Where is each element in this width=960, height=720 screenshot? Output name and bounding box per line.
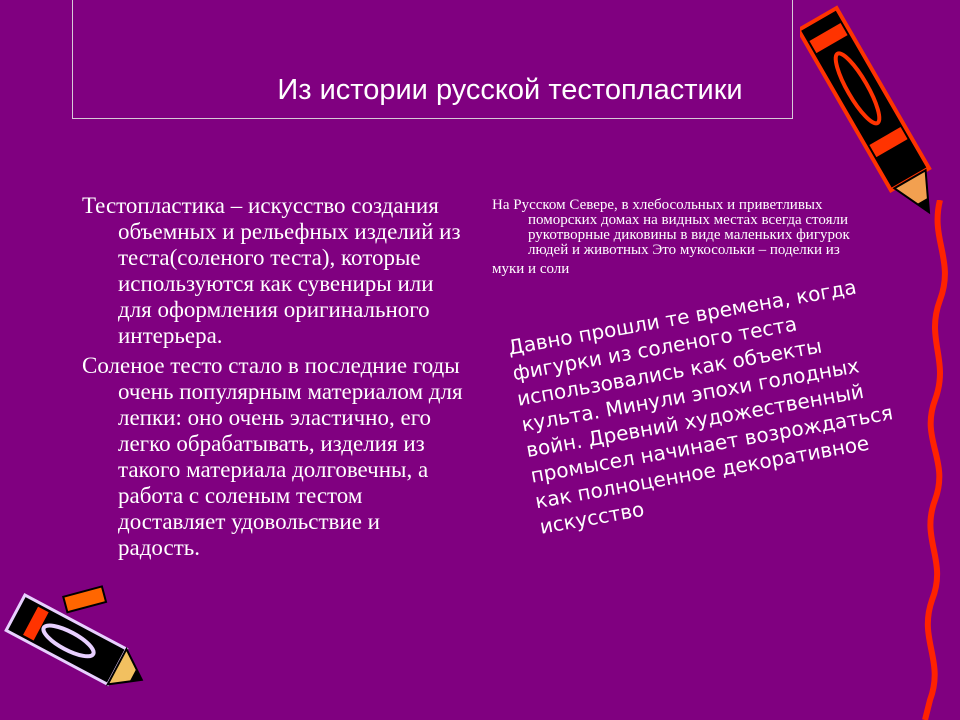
rotated-text: Давно прошли те времена, когда фигурки из соленого теста использовались как объекты культа. Минули эпохи голодных войн. Древний художественный промысел начинает возрождаться как полноценное декоративное искусство [506,274,895,539]
slide-title: Из истории русской тестопластики [277,74,743,106]
crayon-small-icon [60,580,120,620]
right-paragraph-2: муки и соли [492,261,570,277]
left-text-block [82,193,467,565]
right-paragraph-1: На Русском Севере, в хлебосольных и приветливых поморских домах на видных местах всегда стояли рукотворные диковины в виде маленьких фигурок людей и животных Это мукосольки – поделки из [492,197,850,258]
left-paragraph-1: Тестопластика – искусство создания объемных и рельефных изделий из теста(соленого теста), которые используются как сувениры или для оформления оригинального интерьера. [82,193,461,348]
squiggle-line-icon [900,200,960,720]
left-paragraph-2: Соленое тесто стало в последние годы очень популярным материалом для лепки: оно очень эластично, его легко обрабатывать, изделия из такого материала долговечны, а работа с соленым тестом доставляет удовольствие и радость. [82,353,463,560]
